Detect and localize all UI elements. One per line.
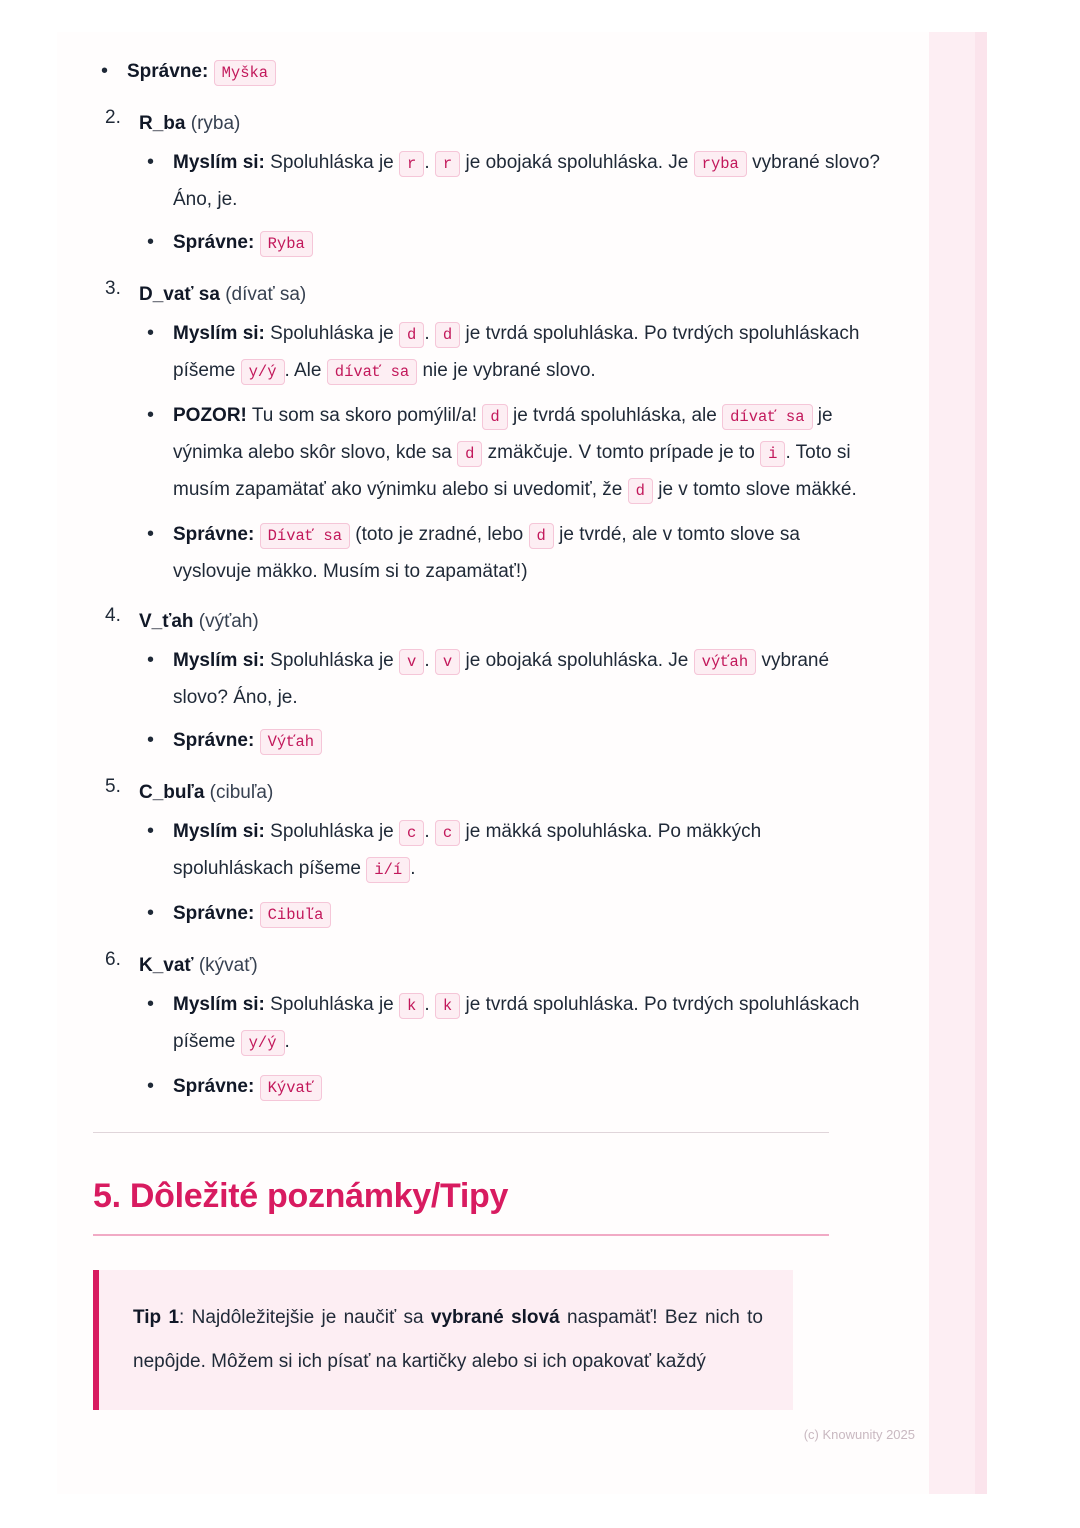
item-bullets (139, 987, 883, 1106)
list-item (139, 814, 883, 888)
warn-text-4: zmäkčuje. V tomto prípade je to (487, 442, 755, 463)
item-heading (139, 599, 883, 639)
code-chip-3: y/ý (241, 359, 285, 385)
exercise-list (93, 101, 883, 1106)
list-item (139, 145, 883, 217)
think-text-3: . Ale (284, 360, 322, 381)
item-paren: (výťah) (198, 611, 259, 632)
exercise-item-2 (93, 101, 883, 262)
item-paren: (ryba) (190, 113, 241, 134)
tip-bold-term: vybrané slová (430, 1307, 560, 1328)
code-chip-1: r (399, 151, 424, 177)
dot-1: . (424, 994, 430, 1015)
think-text-1: Spoluhláska je (270, 152, 394, 173)
exercise-item-3 (93, 272, 883, 589)
correct-text-2: je tvrdé, ale v tomto slove sa vyslovuje mäkko. Musím si to zapamätať!) (173, 524, 800, 582)
item-heading (139, 272, 883, 312)
code-chip-2: d (435, 322, 460, 348)
code-chip-2: v (435, 649, 460, 675)
warn-text-3: je výnimka alebo skôr slovo, kde sa (173, 405, 833, 463)
dot-1: . (424, 152, 430, 173)
item-title: D_vať sa (139, 284, 220, 305)
code-chip-3: ryba (694, 151, 747, 177)
warning-label: POZOR! (173, 405, 247, 426)
correct-code-2: d (529, 523, 554, 549)
list-item (139, 225, 883, 262)
tip-paragraph (133, 1296, 763, 1384)
item-title: C_buľa (139, 782, 205, 803)
item-title: R_ba (139, 113, 186, 134)
think-text-4: nie je vybrané slovo. (422, 360, 596, 381)
list-item (139, 723, 883, 760)
correct-label: Správne: (173, 903, 255, 924)
warn-text-1: Tu som sa skoro pomýlil/a! (251, 405, 478, 426)
think-text-2: je obojaká spoluhláska. Je (465, 152, 689, 173)
code-chip-1: d (399, 322, 424, 348)
item-number: 4. (105, 605, 121, 626)
document-content (93, 32, 883, 1410)
think-text-2: je tvrdá spoluhláska. Po tvrdých spoluhláskach píšeme (173, 323, 860, 381)
item-paren: (kývať) (198, 955, 258, 976)
correct-text-1: (toto je zradné, lebo (355, 524, 524, 545)
page-right-margin-strip (929, 32, 987, 1494)
correct-code: Cibuľa (260, 902, 332, 928)
warn-code-5: d (628, 478, 653, 504)
item-bullets (139, 145, 883, 262)
warn-code-1: d (482, 404, 507, 430)
code-chip-1: v (399, 649, 424, 675)
item-title: K_vať (139, 955, 194, 976)
warn-text-6: je v tomto slove mäkké. (658, 479, 857, 500)
item-number: 5. (105, 776, 121, 797)
correct-code: Výťah (260, 729, 323, 755)
document-page (57, 32, 987, 1494)
think-text-3: . (284, 1031, 290, 1052)
list-item (139, 517, 883, 589)
think-text-3: vybrané slovo? Áno, je. (173, 650, 830, 708)
correct-label: Správne: (173, 730, 255, 751)
think-label: Myslím si: (173, 650, 265, 671)
code-chip-3: výťah (694, 649, 757, 675)
list-item (139, 1069, 883, 1106)
correct-code: Dívať sa (260, 523, 350, 549)
think-label: Myslím si: (173, 323, 265, 344)
code-chip-2: c (435, 820, 460, 846)
think-text-2: je obojaká spoluhláska. Je (465, 650, 689, 671)
think-text-1: Spoluhláska je (270, 994, 394, 1015)
item-bullets (139, 643, 883, 760)
list-item (139, 316, 883, 390)
exercise-item-5 (93, 770, 883, 933)
warn-code-4: i (760, 441, 785, 467)
think-text-1: Spoluhláska je (270, 821, 394, 842)
code-chip-2: r (435, 151, 460, 177)
think-text-3: . (410, 858, 416, 879)
exercise-item-4 (93, 599, 883, 760)
list-item (139, 398, 883, 509)
code-chip-4: dívať sa (327, 359, 417, 385)
code-chip-3: y/ý (241, 1030, 285, 1056)
warn-code-3: d (457, 441, 482, 467)
think-text-1: Spoluhláska je (270, 650, 394, 671)
think-label: Myslím si: (173, 152, 265, 173)
correct-code: Kývať (260, 1075, 323, 1101)
item-title: V_ťah (139, 611, 194, 632)
tip-label: Tip 1 (133, 1307, 180, 1328)
warn-code-2: dívať sa (722, 404, 812, 430)
list-item (139, 896, 883, 933)
item-paren: (cibuľa) (209, 782, 274, 803)
page-title: 5. Dôležité poznámky/Tipy (93, 1177, 509, 1215)
think-label: Myslím si: (173, 821, 265, 842)
list-item (139, 643, 883, 715)
warn-text-2: je tvrdá spoluhláska, ale (512, 405, 717, 426)
item-number: 3. (105, 278, 121, 299)
watermark: (c) Knowunity 2025 (803, 1427, 915, 1442)
code-chip-2: k (435, 993, 460, 1019)
item-paren: (dívať sa) (225, 284, 307, 305)
heading-underline (93, 1234, 829, 1236)
correct-label: Správne: (173, 1076, 255, 1097)
item-heading (139, 101, 883, 141)
item-heading (139, 943, 883, 983)
dot-1: . (424, 821, 430, 842)
page-right-edge (975, 32, 987, 1494)
top-item-bullets (93, 54, 883, 91)
tip-text-1: : Najdôležitejšie je naučiť sa (179, 1307, 431, 1328)
correct-code: Ryba (260, 231, 313, 257)
correct-label: Správne: (127, 61, 209, 82)
exercise-item-6 (93, 943, 883, 1106)
code-chip-1: k (399, 993, 424, 1019)
list-item (139, 987, 883, 1061)
tip-callout (93, 1270, 793, 1410)
correct-label: Správne: (173, 524, 255, 545)
code-chip-1: c (399, 820, 424, 846)
item-bullets (139, 316, 883, 589)
think-label: Myslím si: (173, 994, 265, 1015)
code-chip-3: i/í (366, 857, 410, 883)
item-number: 2. (105, 107, 121, 128)
dot-1: . (424, 650, 430, 671)
item-bullets (139, 814, 883, 933)
warn-text-5: . Toto si musím zapamätať ako výnimku alebo si uvedomiť, že (173, 442, 851, 500)
think-text-2: je mäkká spoluhláska. Po mäkkých spoluhláskach píšeme (173, 821, 762, 879)
think-text-2: je tvrdá spoluhláska. Po tvrdých spoluhláskach píšeme (173, 994, 860, 1052)
think-text-3: vybrané slovo? Áno, je. (173, 152, 880, 210)
correct-label: Správne: (173, 232, 255, 253)
item-heading (139, 770, 883, 810)
list-item (93, 54, 883, 91)
correct-code: Myška (214, 60, 277, 86)
item-number: 6. (105, 949, 121, 970)
dot-1: . (424, 323, 430, 344)
think-text-1: Spoluhláska je (270, 323, 394, 344)
section-divider (93, 1132, 829, 1133)
tip-text-2: naspamäť! Bez nich to nepôjde. Môžem si ich písať na kartičky alebo si ich opakovať každý (133, 1307, 763, 1372)
